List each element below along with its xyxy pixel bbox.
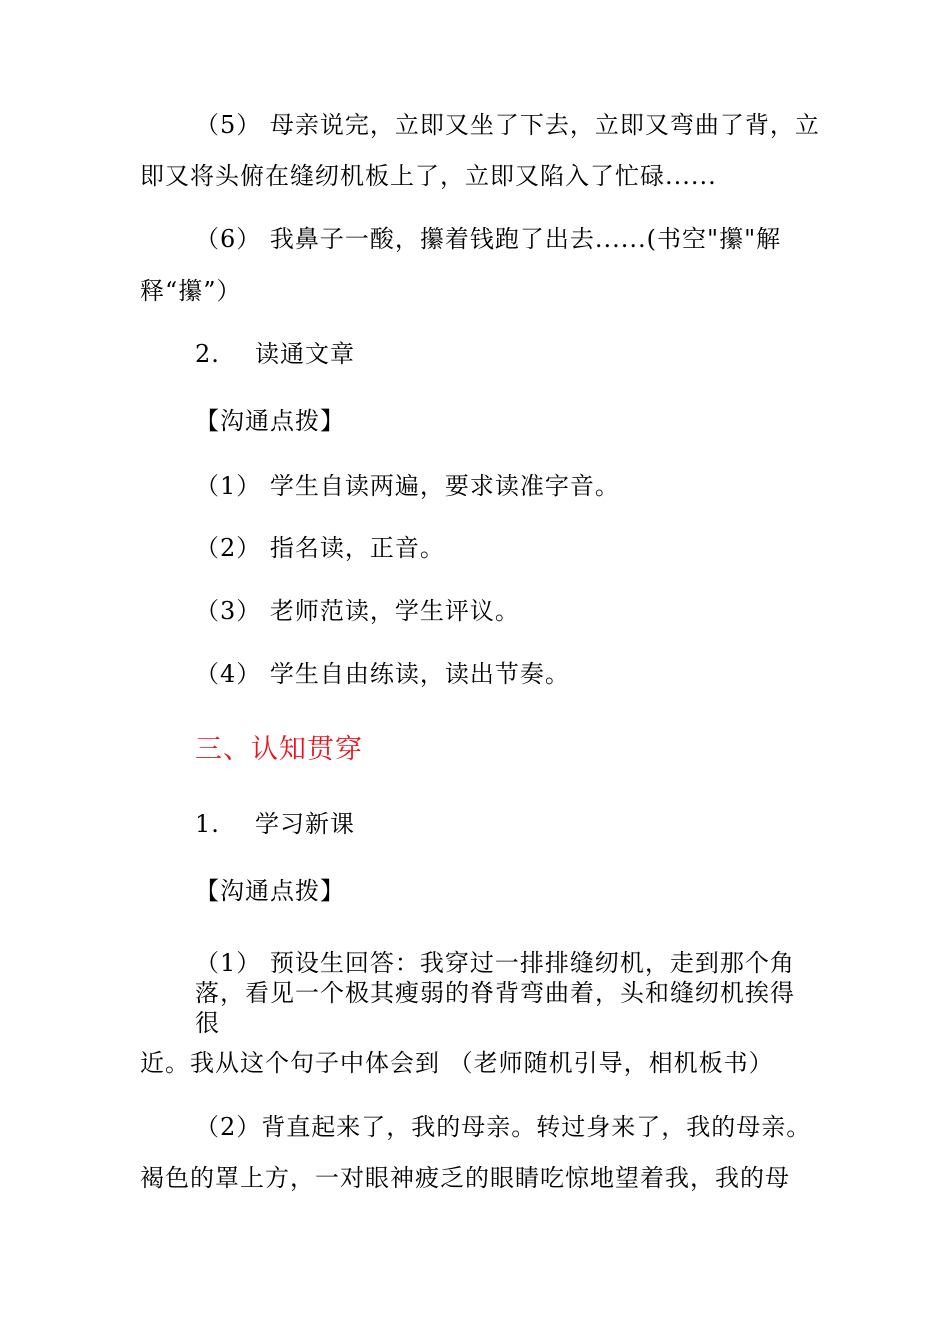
answer-1-line-1: （1） 预设生回答：我穿过一排排缝纫机，走到那个角 xyxy=(195,949,795,977)
answer-1-line-3: 很 xyxy=(195,1009,220,1037)
section-heading: 三、认知贯穿 xyxy=(195,734,363,765)
paragraph-5-line-1: （5） 母亲说完，立即又坐了下去，立即又弯曲了背，立 xyxy=(195,111,820,139)
answer-2-line-1: （2）背直起来了，我的母亲。转过身来了，我的母亲。 xyxy=(195,1113,812,1141)
list-item-2 xyxy=(195,339,355,369)
reading-step-1: （1） 学生自读两遍，要求读准字音。 xyxy=(195,472,620,500)
list-item-text: 读通文章 xyxy=(255,340,355,368)
answer-1-line-2: 落，看见一个极其瘦弱的脊背弯曲着，头和缝纫机挨得 xyxy=(195,979,795,1007)
paragraph-6-line-2: 释“攥”） xyxy=(140,277,242,305)
tips-label-2: 【沟通点拨】 xyxy=(195,877,345,905)
list-item-number: 2. xyxy=(195,340,220,368)
answer-1-line-4: 近。我从这个句子中体会到 （老师随机引导，相机板书） xyxy=(140,1049,774,1077)
list-item-text: 学习新课 xyxy=(255,810,355,838)
tips-label-1: 【沟通点拨】 xyxy=(195,407,345,435)
list-item-number: 1. xyxy=(195,810,220,838)
reading-step-4: （4） 学生自由练读，读出节奏。 xyxy=(195,660,570,688)
reading-step-3: （3） 老师范读，学生评议。 xyxy=(195,597,520,625)
paragraph-5-line-2: 即又将头俯在缝纫机板上了，立即又陷入了忙碌...... xyxy=(140,162,717,190)
reading-step-2: （2） 指名读，正音。 xyxy=(195,534,445,562)
answer-2-line-2: 褐色的罩上方，一对眼神疲乏的眼睛吃惊地望着我，我的母 xyxy=(140,1164,790,1192)
list-item-1 xyxy=(195,809,355,839)
paragraph-6-line-1: （6） 我鼻子一酸，攥着钱跑了出去......(书空"攥"解 xyxy=(195,225,782,253)
